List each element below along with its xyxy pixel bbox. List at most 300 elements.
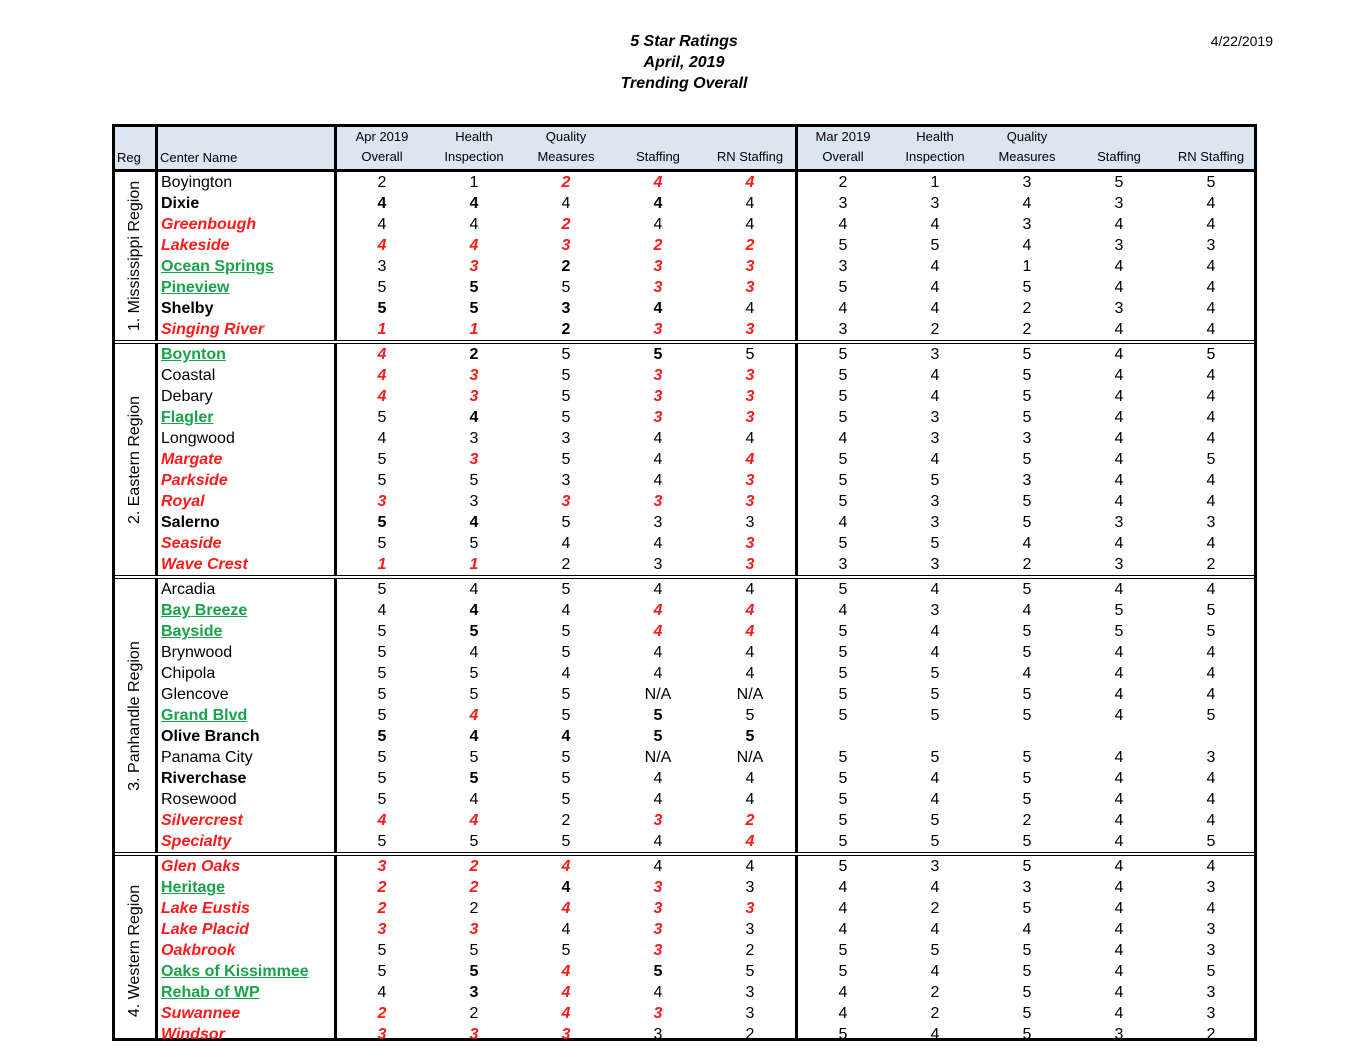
- mar-rating-cell: 5: [1114, 623, 1124, 640]
- header-center-name: Center Name: [160, 150, 238, 165]
- mar-rating-cell: 3: [1114, 237, 1124, 254]
- apr-rating-cell: 3: [561, 237, 571, 254]
- center-name: Lakeside: [161, 237, 230, 254]
- apr-rating-cell: 4: [469, 237, 479, 254]
- mar-rating-cell: 5: [1114, 174, 1124, 191]
- mar-rating-cell: 3: [1114, 300, 1124, 317]
- center-name: Coastal: [161, 367, 216, 384]
- apr-rating-cell: 3: [745, 984, 755, 1001]
- table-row: [115, 1003, 1254, 1024]
- apr-rating-cell: 5: [561, 409, 571, 426]
- mar-rating-cell: 5: [1022, 963, 1032, 980]
- mar-rating-cell: 5: [1022, 942, 1032, 959]
- apr-rating-cell: 1: [377, 321, 387, 338]
- mar-rating-cell: 4: [1114, 258, 1124, 275]
- mar-rating-cell: 4: [1206, 581, 1216, 598]
- mar-rating-cell: 4: [930, 300, 940, 317]
- mar-rating-cell: 5: [1022, 451, 1032, 468]
- table-row: [115, 961, 1254, 982]
- mar-rating-cell: 2: [930, 1005, 940, 1022]
- region-label: [115, 579, 155, 852]
- mar-rating-cell: 4: [1206, 195, 1216, 212]
- apr-rating-cell: 5: [469, 770, 479, 787]
- apr-rating-cell: 1: [469, 174, 479, 191]
- mar-rating-cell: 2: [1022, 321, 1032, 338]
- table-row: [115, 663, 1254, 684]
- apr-rating-cell: 3: [745, 879, 755, 896]
- mar-rating-cell: 4: [1022, 195, 1032, 212]
- center-name: Oaks of Kissimmee: [161, 963, 309, 980]
- mar-rating-cell: 5: [838, 581, 848, 598]
- mar-rating-cell: 5: [838, 279, 848, 296]
- apr-rating-cell: 5: [469, 300, 479, 317]
- apr-rating-cell: 3: [653, 556, 663, 573]
- column-divider: [334, 127, 337, 1038]
- mar-rating-cell: 5: [838, 409, 848, 426]
- table-row: [115, 877, 1254, 898]
- apr-rating-cell: 3: [469, 388, 479, 405]
- center-name: Lake Eustis: [161, 900, 250, 917]
- header-mar-0-line2: Overall: [822, 149, 864, 164]
- mar-rating-cell: 3: [1114, 195, 1124, 212]
- mar-rating-cell: 4: [930, 791, 940, 808]
- apr-rating-cell: 2: [745, 1026, 755, 1043]
- header-apr-1-line1: Health: [455, 129, 493, 144]
- apr-rating-cell: 5: [377, 707, 387, 724]
- mar-rating-cell: 5: [930, 942, 940, 959]
- mar-rating-cell: 5: [930, 749, 940, 766]
- apr-rating-cell: 3: [653, 879, 663, 896]
- mar-rating-cell: 4: [1114, 942, 1124, 959]
- apr-rating-cell: 3: [653, 409, 663, 426]
- apr-rating-cell: 3: [653, 900, 663, 917]
- apr-rating-cell: 5: [561, 833, 571, 850]
- mar-rating-cell: 4: [930, 644, 940, 661]
- apr-rating-cell: 5: [561, 686, 571, 703]
- apr-rating-cell: 4: [653, 791, 663, 808]
- apr-rating-cell: 3: [745, 1005, 755, 1022]
- apr-rating-cell: 4: [561, 984, 571, 1001]
- center-name: Salerno: [161, 514, 220, 531]
- table-row: [115, 919, 1254, 940]
- mar-rating-cell: 4: [930, 388, 940, 405]
- apr-rating-cell: 3: [469, 921, 479, 938]
- mar-rating-cell: 5: [1022, 493, 1032, 510]
- mar-rating-cell: 3: [1206, 749, 1216, 766]
- mar-rating-cell: 5: [1206, 833, 1216, 850]
- mar-rating-cell: 3: [838, 556, 848, 573]
- mar-rating-cell: 4: [930, 581, 940, 598]
- mar-rating-cell: 3: [930, 858, 940, 875]
- report-title: [0, 31, 1368, 94]
- center-name: Specialty: [161, 833, 232, 850]
- apr-rating-cell: 3: [745, 900, 755, 917]
- center-name: Oakbrook: [161, 942, 236, 959]
- table-row: [115, 642, 1254, 663]
- mar-rating-cell: 3: [1206, 984, 1216, 1001]
- apr-rating-cell: 3: [653, 258, 663, 275]
- table-row: [115, 449, 1254, 470]
- mar-rating-cell: 4: [930, 279, 940, 296]
- mar-rating-cell: 4: [838, 514, 848, 531]
- header-mar-1-line1: Health: [916, 129, 954, 144]
- apr-rating-cell: 4: [745, 791, 755, 808]
- apr-rating-cell: 5: [377, 581, 387, 598]
- mar-rating-cell: 4: [1206, 900, 1216, 917]
- mar-rating-cell: 4: [838, 430, 848, 447]
- apr-rating-cell: 3: [377, 858, 387, 875]
- mar-rating-cell: 5: [1022, 686, 1032, 703]
- mar-rating-cell: 4: [930, 770, 940, 787]
- mar-rating-cell: 3: [930, 493, 940, 510]
- mar-rating-cell: 5: [838, 707, 848, 724]
- apr-rating-cell: 3: [377, 258, 387, 275]
- center-name: Boyington: [161, 174, 233, 191]
- mar-rating-cell: 4: [1022, 665, 1032, 682]
- apr-rating-cell: 3: [561, 1026, 571, 1043]
- apr-rating-cell: 5: [745, 728, 755, 745]
- apr-rating-cell: 4: [745, 644, 755, 661]
- apr-rating-cell: 3: [653, 279, 663, 296]
- table-row: [115, 940, 1254, 961]
- mar-rating-cell: 3: [1114, 514, 1124, 531]
- apr-rating-cell: 3: [745, 514, 755, 531]
- mar-rating-cell: 5: [930, 686, 940, 703]
- apr-rating-cell: 2: [561, 321, 571, 338]
- mar-rating-cell: 4: [1206, 321, 1216, 338]
- region-label-text: 4. Western Region: [126, 884, 143, 1017]
- mar-rating-cell: 5: [1022, 984, 1032, 1001]
- apr-rating-cell: 4: [377, 430, 387, 447]
- mar-rating-cell: 4: [1114, 686, 1124, 703]
- apr-rating-cell: 3: [745, 258, 755, 275]
- region-separator: [115, 852, 1254, 856]
- apr-rating-cell: 4: [745, 430, 755, 447]
- apr-rating-cell: 1: [469, 321, 479, 338]
- apr-rating-cell: 5: [745, 707, 755, 724]
- header-apr-1-line2: Inspection: [444, 149, 504, 164]
- apr-rating-cell: 4: [469, 728, 479, 745]
- mar-rating-cell: 4: [930, 451, 940, 468]
- mar-rating-cell: 5: [1022, 367, 1032, 384]
- mar-rating-cell: 5: [1114, 602, 1124, 619]
- mar-rating-cell: 5: [1206, 602, 1216, 619]
- center-name: Shelby: [161, 300, 214, 317]
- apr-rating-cell: 4: [653, 451, 663, 468]
- apr-rating-cell: 5: [561, 707, 571, 724]
- mar-rating-cell: 4: [1114, 833, 1124, 850]
- mar-rating-cell: 4: [1206, 430, 1216, 447]
- apr-rating-cell: 4: [561, 963, 571, 980]
- apr-rating-cell: 3: [653, 321, 663, 338]
- mar-rating-cell: 3: [1022, 430, 1032, 447]
- mar-rating-cell: 5: [1022, 770, 1032, 787]
- table-row: [115, 600, 1254, 621]
- mar-rating-cell: 5: [1022, 707, 1032, 724]
- mar-rating-cell: 4: [1114, 1005, 1124, 1022]
- mar-rating-cell: 5: [838, 812, 848, 829]
- mar-rating-cell: 5: [930, 833, 940, 850]
- mar-rating-cell: 4: [930, 963, 940, 980]
- mar-rating-cell: 4: [1114, 321, 1124, 338]
- mar-rating-cell: 5: [838, 963, 848, 980]
- mar-rating-cell: 4: [838, 921, 848, 938]
- mar-rating-cell: 3: [1022, 472, 1032, 489]
- header-mar-2-line1: Quality: [1006, 129, 1048, 144]
- mar-rating-cell: 5: [838, 942, 848, 959]
- table-row: [115, 789, 1254, 810]
- center-name: Longwood: [161, 430, 235, 447]
- apr-rating-cell: 3: [653, 388, 663, 405]
- mar-rating-cell: 2: [930, 984, 940, 1001]
- mar-rating-cell: 4: [1114, 963, 1124, 980]
- report-date: 4/22/2019: [1210, 33, 1273, 49]
- mar-rating-cell: 3: [1206, 1005, 1216, 1022]
- mar-rating-cell: 4: [1206, 300, 1216, 317]
- mar-rating-cell: 2: [930, 900, 940, 917]
- mar-rating-cell: 5: [1022, 791, 1032, 808]
- table-row: [115, 344, 1254, 365]
- apr-rating-cell: 3: [745, 321, 755, 338]
- table-row: [115, 554, 1254, 575]
- apr-rating-cell: 5: [377, 535, 387, 552]
- table-row: [115, 768, 1254, 789]
- apr-rating-cell: 3: [377, 921, 387, 938]
- apr-rating-cell: 3: [745, 556, 755, 573]
- mar-rating-cell: 1: [1022, 258, 1032, 275]
- table-row: [115, 621, 1254, 642]
- apr-rating-cell: 3: [653, 493, 663, 510]
- mar-rating-cell: 5: [838, 388, 848, 405]
- mar-rating-cell: 5: [1022, 644, 1032, 661]
- apr-rating-cell: 4: [469, 216, 479, 233]
- apr-rating-cell: 3: [653, 367, 663, 384]
- mar-rating-cell: 2: [1022, 812, 1032, 829]
- mar-rating-cell: 4: [1114, 535, 1124, 552]
- mar-rating-cell: 2: [1206, 1026, 1216, 1043]
- center-name: Windsor: [161, 1026, 225, 1043]
- mar-rating-cell: 4: [1206, 216, 1216, 233]
- apr-rating-cell: 4: [653, 300, 663, 317]
- apr-rating-cell: 4: [561, 921, 571, 938]
- apr-rating-cell: 4: [469, 195, 479, 212]
- apr-rating-cell: 5: [653, 963, 663, 980]
- mar-rating-cell: 5: [838, 472, 848, 489]
- mar-rating-cell: 3: [1206, 879, 1216, 896]
- apr-rating-cell: 3: [469, 1026, 479, 1043]
- mar-rating-cell: 3: [930, 346, 940, 363]
- mar-rating-cell: 5: [838, 367, 848, 384]
- mar-rating-cell: 4: [930, 879, 940, 896]
- mar-rating-cell: 4: [1206, 367, 1216, 384]
- mar-rating-cell: 5: [1022, 514, 1032, 531]
- title-line-1: 5 Star Ratings: [630, 33, 738, 50]
- mar-rating-cell: 5: [1022, 346, 1032, 363]
- apr-rating-cell: 5: [561, 367, 571, 384]
- mar-rating-cell: 3: [930, 409, 940, 426]
- apr-rating-cell: 3: [653, 942, 663, 959]
- mar-rating-cell: 5: [1022, 623, 1032, 640]
- apr-rating-cell: 3: [653, 1026, 663, 1043]
- apr-rating-cell: 3: [561, 430, 571, 447]
- apr-rating-cell: N/A: [736, 686, 764, 703]
- table-row: [115, 470, 1254, 491]
- table-header: [115, 127, 1254, 172]
- mar-rating-cell: 4: [930, 1026, 940, 1043]
- apr-rating-cell: 4: [377, 195, 387, 212]
- apr-rating-cell: 4: [469, 581, 479, 598]
- apr-rating-cell: 3: [469, 451, 479, 468]
- mar-rating-cell: 3: [930, 195, 940, 212]
- mar-rating-cell: 5: [1022, 388, 1032, 405]
- center-name: Glen Oaks: [161, 858, 241, 875]
- mar-rating-cell: 5: [838, 749, 848, 766]
- region-separator: [115, 340, 1254, 344]
- mar-rating-cell: 4: [1206, 535, 1216, 552]
- apr-rating-cell: 2: [469, 858, 479, 875]
- mar-rating-cell: 4: [838, 216, 848, 233]
- apr-rating-cell: 5: [377, 665, 387, 682]
- apr-rating-cell: 3: [561, 472, 571, 489]
- header-reg: Reg: [117, 150, 141, 165]
- mar-rating-cell: 3: [1206, 237, 1216, 254]
- mar-rating-cell: 4: [1114, 493, 1124, 510]
- apr-rating-cell: 5: [469, 833, 479, 850]
- apr-rating-cell: 4: [377, 346, 387, 363]
- mar-rating-cell: 5: [1206, 623, 1216, 640]
- apr-rating-cell: 2: [469, 900, 479, 917]
- apr-rating-cell: 5: [561, 451, 571, 468]
- apr-rating-cell: 4: [653, 623, 663, 640]
- header-apr-0-line2: Overall: [361, 149, 403, 164]
- header-apr-0-line1: Apr 2019: [355, 129, 409, 144]
- header-apr-3-line2: Staffing: [636, 149, 680, 164]
- table-row: [115, 684, 1254, 705]
- apr-rating-cell: 5: [377, 833, 387, 850]
- center-name: Panama City: [161, 749, 253, 766]
- apr-rating-cell: 5: [377, 770, 387, 787]
- apr-rating-cell: 4: [745, 665, 755, 682]
- mar-rating-cell: 4: [1114, 879, 1124, 896]
- mar-rating-cell: 4: [930, 921, 940, 938]
- apr-rating-cell: 5: [377, 942, 387, 959]
- mar-rating-cell: 4: [930, 623, 940, 640]
- apr-rating-cell: 2: [561, 216, 571, 233]
- mar-rating-cell: 4: [930, 216, 940, 233]
- mar-rating-cell: 4: [1114, 858, 1124, 875]
- apr-rating-cell: 5: [745, 346, 755, 363]
- apr-rating-cell: 4: [561, 535, 571, 552]
- header-apr-4-line2: RN Staffing: [716, 149, 784, 164]
- apr-rating-cell: 3: [745, 472, 755, 489]
- apr-rating-cell: 4: [653, 581, 663, 598]
- apr-rating-cell: 4: [469, 602, 479, 619]
- apr-rating-cell: N/A: [644, 749, 672, 766]
- apr-rating-cell: 4: [653, 665, 663, 682]
- apr-rating-cell: 3: [745, 388, 755, 405]
- mar-rating-cell: 4: [1114, 900, 1124, 917]
- apr-rating-cell: 3: [745, 493, 755, 510]
- center-name: Seaside: [161, 535, 222, 552]
- center-name: Lake Placid: [161, 921, 250, 938]
- mar-rating-cell: 4: [1114, 472, 1124, 489]
- apr-rating-cell: 3: [745, 921, 755, 938]
- apr-rating-cell: 3: [653, 812, 663, 829]
- center-name: Wave Crest: [161, 556, 248, 573]
- apr-rating-cell: 4: [561, 879, 571, 896]
- mar-rating-cell: 4: [1022, 602, 1032, 619]
- apr-rating-cell: 2: [377, 174, 387, 191]
- mar-rating-cell: 3: [838, 195, 848, 212]
- apr-rating-cell: 4: [653, 984, 663, 1001]
- apr-rating-cell: 5: [377, 451, 387, 468]
- apr-rating-cell: 3: [469, 367, 479, 384]
- table-row: [115, 428, 1254, 449]
- table-row: [115, 365, 1254, 386]
- mar-rating-cell: 4: [1206, 812, 1216, 829]
- mar-rating-cell: 3: [930, 430, 940, 447]
- apr-rating-cell: 5: [561, 388, 571, 405]
- apr-rating-cell: 4: [561, 602, 571, 619]
- table-row: [115, 235, 1254, 256]
- center-name: Olive Branch: [161, 728, 260, 745]
- mar-rating-cell: 4: [1114, 430, 1124, 447]
- region-label: [115, 172, 155, 340]
- apr-rating-cell: 4: [745, 770, 755, 787]
- apr-rating-cell: 3: [469, 258, 479, 275]
- title-line-2: April, 2019: [643, 54, 725, 71]
- mar-rating-cell: 4: [1114, 388, 1124, 405]
- table-row: [115, 512, 1254, 533]
- apr-rating-cell: 5: [469, 472, 479, 489]
- apr-rating-cell: 2: [653, 237, 663, 254]
- mar-rating-cell: 5: [1206, 174, 1216, 191]
- apr-rating-cell: 4: [653, 216, 663, 233]
- mar-rating-cell: 1: [930, 174, 940, 191]
- mar-rating-cell: 5: [930, 812, 940, 829]
- apr-rating-cell: 4: [377, 216, 387, 233]
- header-apr-2-line2: Measures: [537, 149, 595, 164]
- header-mar-1-line2: Inspection: [905, 149, 965, 164]
- apr-rating-cell: 5: [377, 728, 387, 745]
- mar-rating-cell: 4: [1114, 346, 1124, 363]
- mar-rating-cell: 4: [1114, 665, 1124, 682]
- mar-rating-cell: 4: [1206, 409, 1216, 426]
- mar-rating-cell: 4: [930, 367, 940, 384]
- apr-rating-cell: 2: [469, 879, 479, 896]
- table-row: [115, 172, 1254, 193]
- apr-rating-cell: 5: [377, 791, 387, 808]
- mar-rating-cell: 5: [930, 665, 940, 682]
- mar-rating-cell: 3: [1206, 921, 1216, 938]
- table-row: [115, 298, 1254, 319]
- center-name: Ocean Springs: [161, 258, 274, 275]
- center-name: Boynton: [161, 346, 226, 363]
- apr-rating-cell: 5: [561, 346, 571, 363]
- apr-rating-cell: 3: [469, 493, 479, 510]
- mar-rating-cell: 5: [1022, 1026, 1032, 1043]
- region-label: [115, 856, 155, 1045]
- mar-rating-cell: 4: [1206, 686, 1216, 703]
- apr-rating-cell: 4: [377, 367, 387, 384]
- apr-rating-cell: 2: [561, 812, 571, 829]
- header-mar-4-line2: RN Staffing: [1177, 149, 1245, 164]
- apr-rating-cell: 2: [745, 237, 755, 254]
- apr-rating-cell: 2: [377, 900, 387, 917]
- mar-rating-cell: 3: [1022, 174, 1032, 191]
- center-name: Glencove: [161, 686, 229, 703]
- apr-rating-cell: 4: [561, 1005, 571, 1022]
